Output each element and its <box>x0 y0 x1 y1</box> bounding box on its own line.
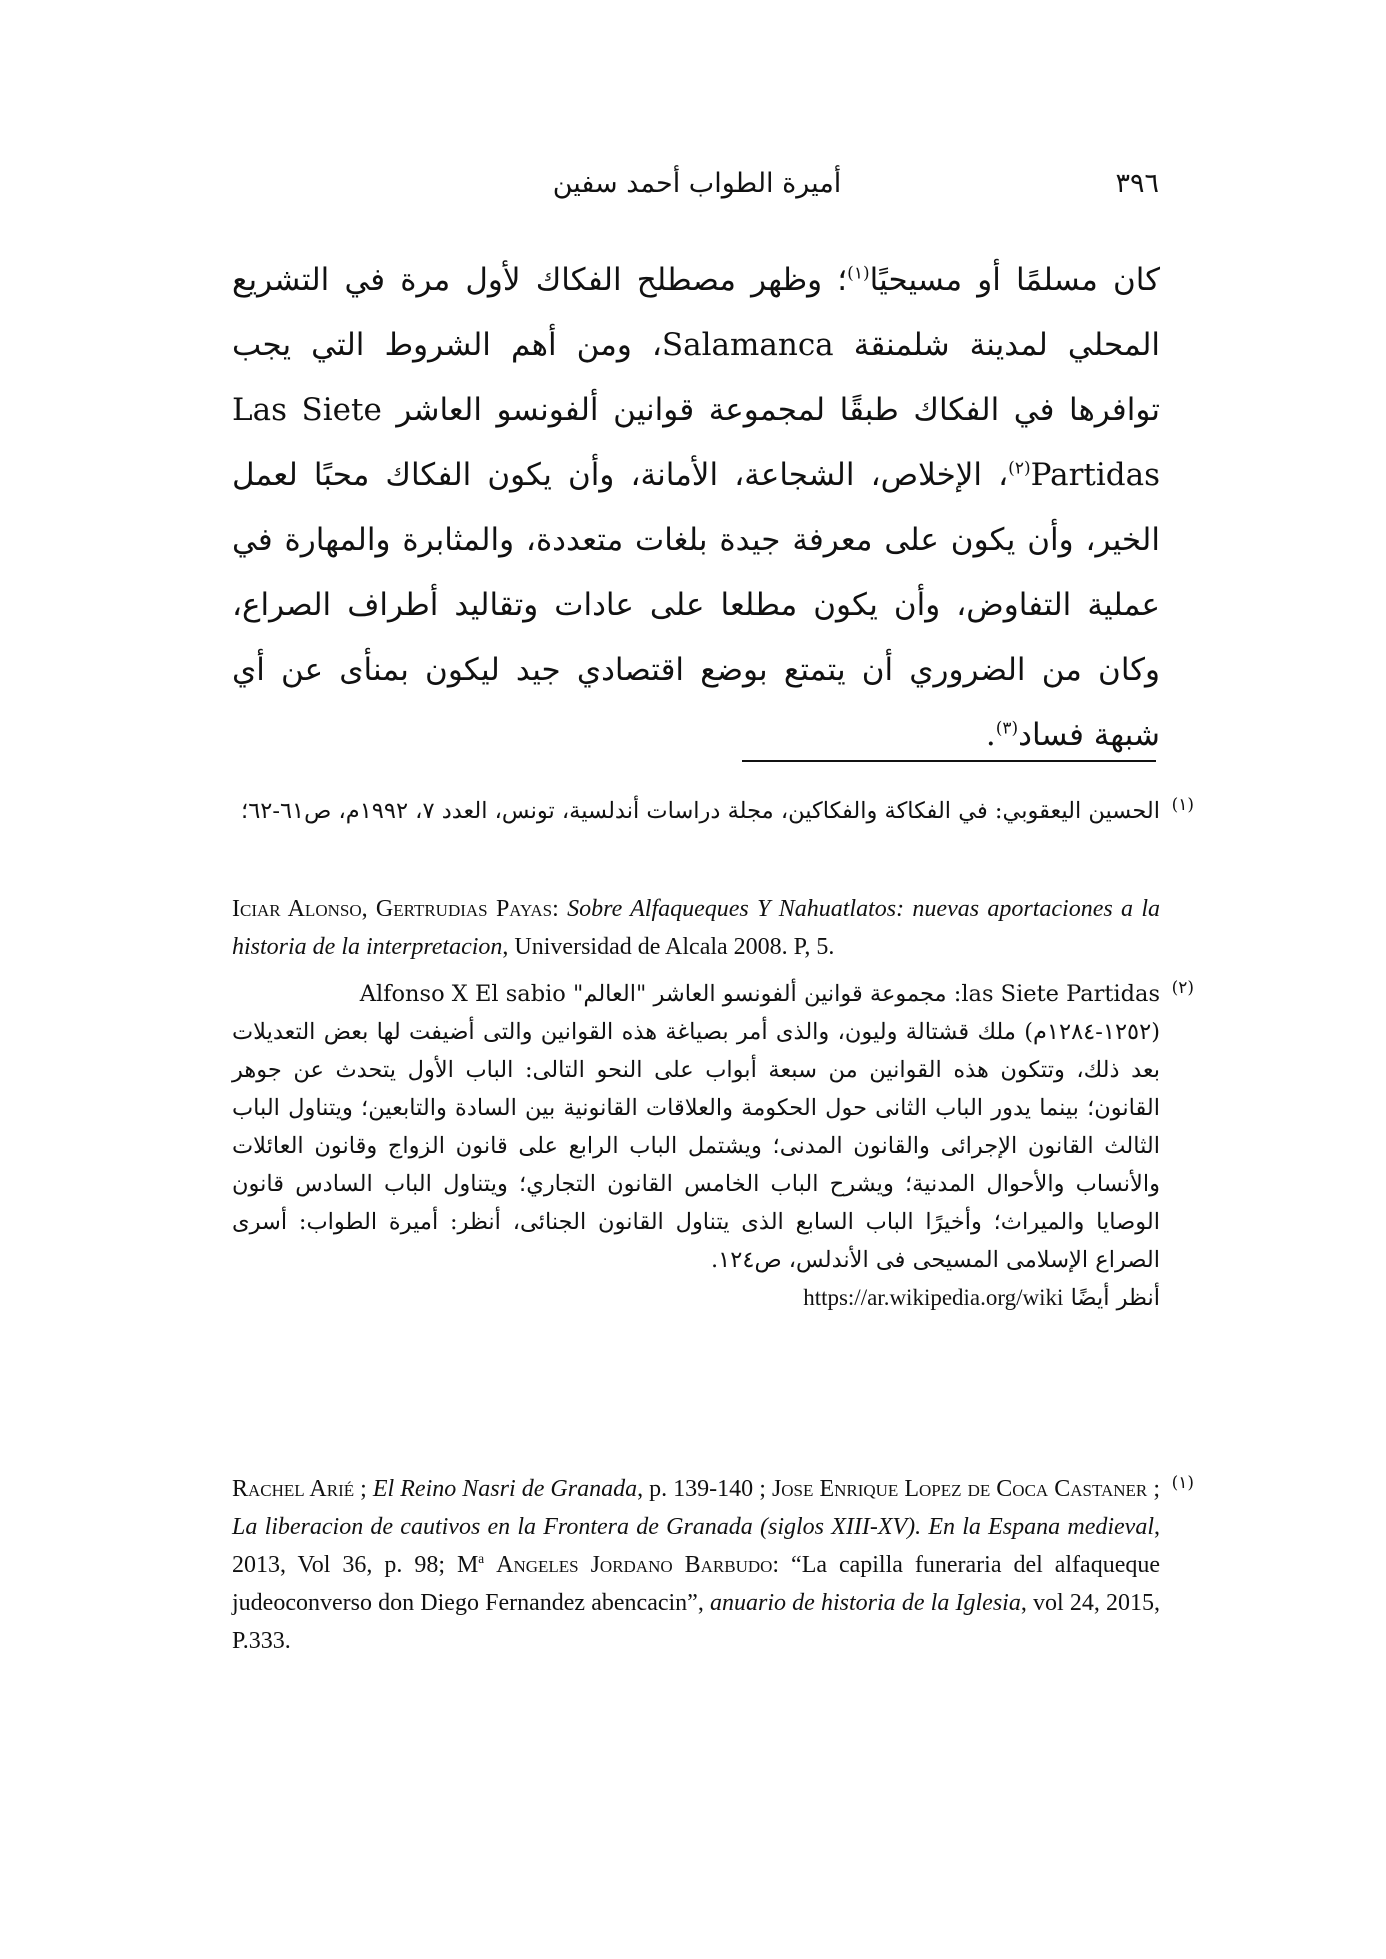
running-title: أميرة الطواب أحمد سفين <box>552 168 842 199</box>
body-text-1: كان مسلمًا أو مسيحيًا <box>869 262 1160 298</box>
footnote-ref-2: (٢) <box>1008 458 1031 479</box>
author-arie: Rachel Arié <box>232 1476 355 1502</box>
footnote-1-colon: : <box>552 896 568 922</box>
footnote-2-lead: las Siete Partidas: مجموعة قوانين ألفونسو العاشر "العالم" Alfonso X El sabio <box>359 981 1160 1007</box>
footnote-3 <box>232 1470 1194 1660</box>
footnote-2-number: (٢) <box>1171 978 1194 998</box>
page-number: ٣٩٦ <box>1115 168 1159 199</box>
pages-1: , p. 139-140 ; <box>637 1476 772 1502</box>
body-text-5: . <box>985 717 996 753</box>
sep-3 <box>484 1552 496 1578</box>
footnote-1-publisher: , Universidad de Alcala 2008. P, 5. <box>502 934 835 960</box>
main-paragraph <box>232 248 1160 768</box>
body-text-2: ؛ وظهر مصطلح الفكاك لأول مرة في التشريع المحلي لمدينة شلمنقة <box>232 262 1160 363</box>
footnote-1 <box>232 792 1194 830</box>
title-reino-nasri: El Reino Nasri de Granada <box>372 1476 638 1502</box>
superscript-a: a <box>478 1551 485 1566</box>
footnote-1-authors: Iciar Alonso, Gertrudias Payas <box>232 896 553 922</box>
footnote-1-latin <box>232 890 1160 966</box>
author-jordano: Angeles Jordano Barbudo <box>496 1552 773 1578</box>
wikipedia-link[interactable]: https://ar.wikipedia.org/wiki <box>803 1285 1064 1310</box>
footnote-2-see-also <box>232 1279 1160 1317</box>
sep-1: ; <box>354 1476 373 1502</box>
footnote-2 <box>232 975 1194 1317</box>
body-text-3: ، ومن أهم الشروط التي يجب توافرها في الفكاك طبقًا لمجموعة قوانين ألفونسو العاشر <box>232 327 1160 428</box>
journal-title: anuario de historia de la Iglesia <box>710 1590 1021 1616</box>
latin-term-salamanca: Salamanca <box>661 327 834 363</box>
footnote-3-number: (١) <box>1171 1473 1194 1493</box>
pages-2: , 2013, Vol 36, p. 98; M <box>232 1514 1160 1578</box>
page-header <box>235 168 1159 218</box>
sep-2: ; <box>1147 1476 1160 1502</box>
footnote-ref-1: (١) <box>847 263 870 284</box>
title-liberacion: La liberacion de cautivos en la Frontera de Granada (siglos XIII-XV). En la Espana medieval <box>232 1514 1154 1540</box>
footnote-1-title: Sobre Alfaqueques Y Nahuatlatos: nuevas aportaciones a la historia de la interpretacion <box>232 896 1161 960</box>
footnote-2-body: (١٢٥٢-١٢٨٤م) ملك قشتالة وليون، والذى أمر بصياغة هذه القوانين والتى أضيفت لها بعض التعديلات بعد ذلك، وتتكون هذه القوانين من سبعة أبواب على النحو التالى: الباب الأول يتحدث عن جوهر القانون؛ بينما يدور الباب الثانى حول الحكومة والعلاقات القانونية بين السادة والتابعين؛ ويتناول الباب الثالث القانون الإجرائى والقانون المدنى؛ ويشتمل الباب الرابع على قانون الزواج وقانون العائلات والأنساب والأحوال المدنية؛ ويشرح الباب الخامس القانون التجاري؛ ويتناول الباب السادس قانون الوصايا والميراث؛ وأخيرًا الباب السابع الذى يتناول القانون الجنائى، أنظر: أميرة الطواب: أسرى الصراع الإسلامى المسيحى فى الأندلس، ص١٢٤. <box>232 1019 1160 1273</box>
body-text-4: ، الإخلاص، الشجاعة، الأمانة، وأن يكون الفكاك محبًا لعمل الخير، وأن يكون على معرفة جيدة بلغات متعددة، والمثابرة والمهارة في عملية التفاوض، وأن يكون مطلعا على عادات وتقاليد أطراف الصراع، وكان من الضروري أن يتمتع بوضع اقتصادي جيد ليكون بمنأى عن أي شبهة فساد <box>232 457 1160 753</box>
see-also-label: أنظر أيضًا <box>1063 1285 1160 1311</box>
footnote-1-number: (١) <box>1171 795 1194 815</box>
footnote-separator <box>742 760 1156 762</box>
author-lopez: Jose Enrique Lopez de Coca Castaner <box>771 1476 1148 1502</box>
latin-term-partidas: Las Siete Partidas <box>232 392 1160 493</box>
volume-info: , vol 24, 2015, P.333. <box>232 1590 1161 1654</box>
article-title: : “La capilla funeraria del alfaqueque judeoconverso don Diego Fernandez abencacin”, <box>232 1552 1160 1616</box>
footnote-1-arabic: الحسين اليعقوبي: في الفكاكة والفكاكين، مجلة دراسات أندلسية، تونس، العدد ٧، ١٩٩٢م، ص٦١-٦٢؛ <box>241 798 1160 824</box>
footnote-ref-3: (٣) <box>995 718 1019 739</box>
